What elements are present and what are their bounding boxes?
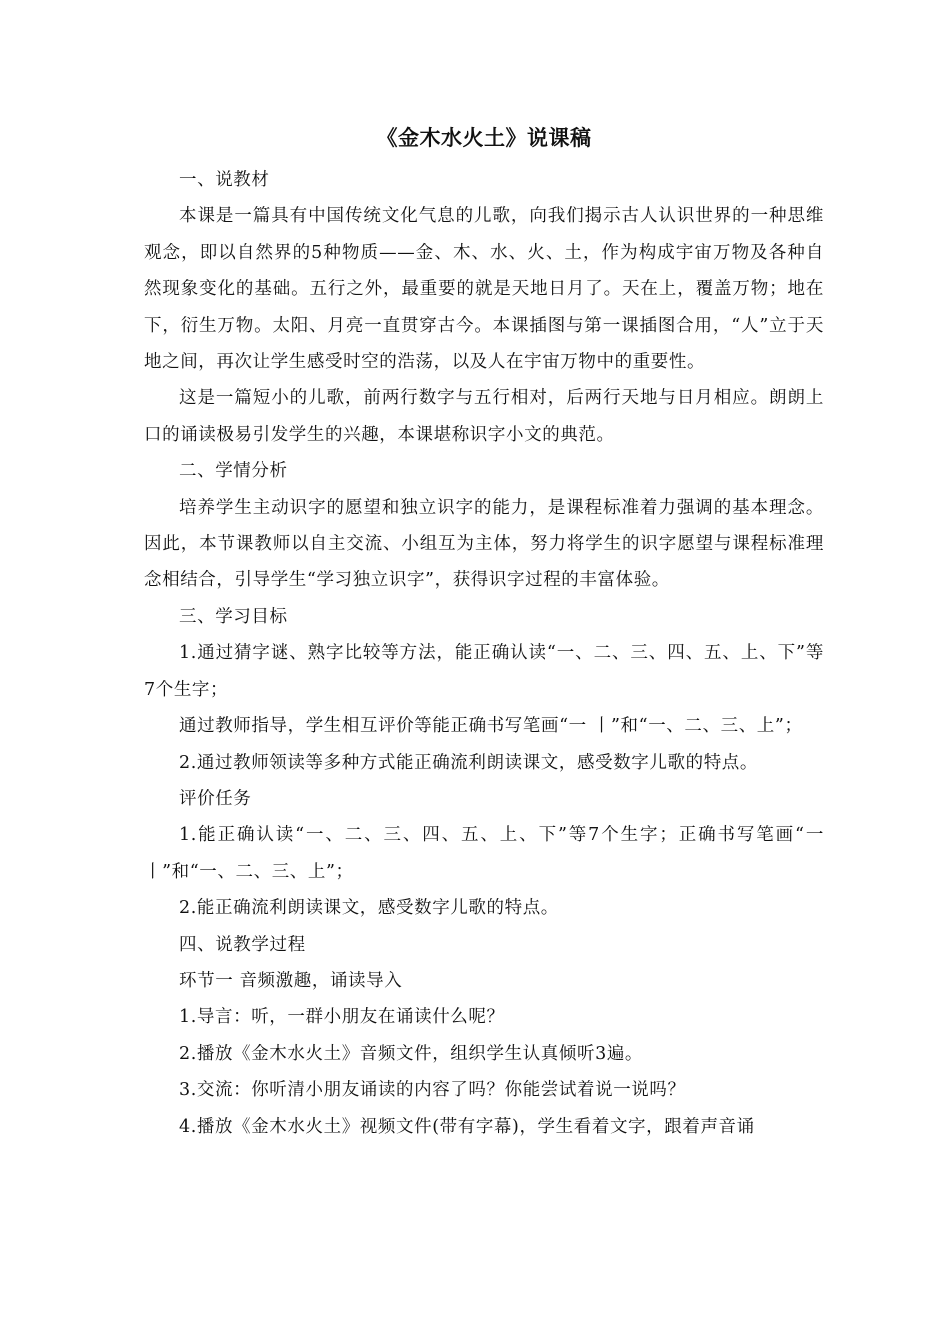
paragraph-step-3: 3.交流：你听清小朋友诵读的内容了吗？你能尝试着说一说吗？ [179, 1080, 686, 1101]
document-title: 《金木水火土》说课稿 [376, 126, 592, 150]
paragraph-step-2: 2.播放《金木水火土》音频文件，组织学生认真倾听3遍。 [179, 1043, 644, 1064]
paragraph-assessment-1: 1.能正确认读“一、二、三、四、五、上、下”等7个生字；正确书写笔画“一 丨”和“一、二、三、上”； [144, 825, 824, 882]
document-page [144, 120, 824, 1145]
section-heading-learner-analysis: 二、学情分析 [179, 461, 288, 482]
section-heading-textbook: 一、说教材 [179, 170, 270, 190]
paragraph-goal-2: 2.通过教师领读等多种方式能正确流利朗读课文，感受数字儿歌的特点。 [179, 752, 758, 773]
paragraph-stage-one: 环节一 音频激趣，诵读导入 [179, 970, 403, 991]
section-heading-teaching-process: 四、说教学过程 [179, 934, 306, 955]
section-heading-assessment: 评价任务 [179, 788, 252, 809]
paragraph-assessment-2: 2.能正确流利朗读课文，感受数字儿歌的特点。 [179, 898, 559, 919]
paragraph-learner-analysis: 培养学生主动识字的愿望和独立识字的能力，是课程标准着力强调的基本理念。因此，本节课教师以自主交流、小组互为主体，努力将学生的识字愿望与课程标准理念相结合，引导学生“学习独立识字”，获得识字过程的丰富体验。 [144, 497, 824, 591]
paragraph-step-1: 1.导言：听，一群小朋友在诵读什么呢？ [179, 1007, 505, 1028]
paragraph-goal-1: 1.通过猜字谜、熟字比较等方法，能正确认读“一、二、三、四、五、上、下”等7个生字； [144, 643, 824, 700]
paragraph-textbook-intro: 本课是一篇具有中国传统文化气息的儿歌，向我们揭示古人认识世界的一种思维观念，即以自然界的5种物质——金、木、水、火、土，作为构成宇宙万物及各种自然现象变化的基础。五行之外，最重要的就是天地日月了。天在上，覆盖万物；地在下，衍生万物。太阳、月亮一直贯穿古今。本课插图与第一课插图合用，“人”立于天地之间，再次让学生感受时空的浩荡，以及人在宇宙万物中的重要性。 [144, 206, 824, 373]
paragraph-textbook-summary: 这是一篇短小的儿歌，前两行数字与五行相对，后两行天地与日月相应。朗朗上口的诵读极易引发学生的兴趣，本课堪称识字小文的典范。 [144, 388, 824, 445]
paragraph-goal-writing: 通过教师指导，学生相互评价等能正确书写笔画“一 丨”和“一、二、三、上”； [179, 716, 803, 737]
section-heading-learning-goals: 三、学习目标 [179, 606, 288, 627]
paragraph-step-4: 4.播放《金木水火土》视频文件(带有字幕)，学生看着文字，跟着声音诵 [179, 1116, 755, 1137]
